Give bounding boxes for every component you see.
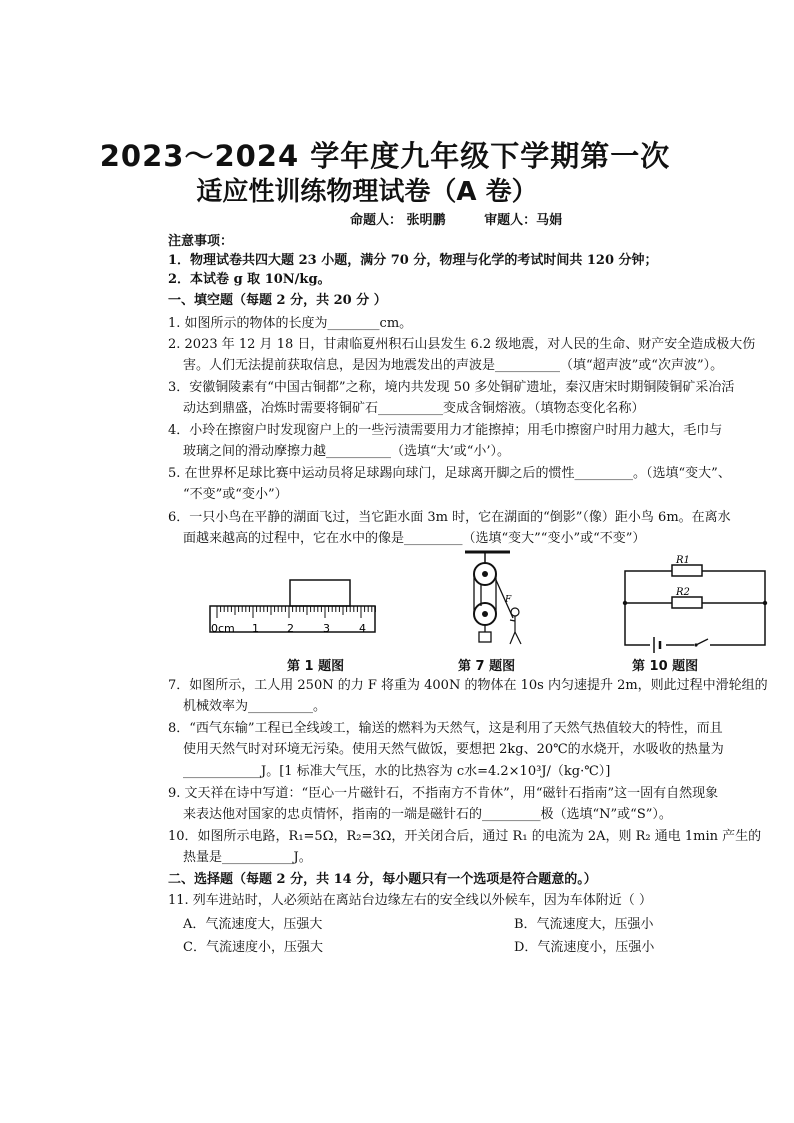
worker-head [511,608,519,616]
measured-block [290,580,350,606]
option-a: A．气流速度大，压强大 [183,917,323,932]
question-5-line1: 5. 在世界杯足球比赛中运动员将足球踢向球门，足球离开脚之后的惯性_________。（选填“变大”、 [168,466,731,481]
force-label: F [505,595,512,605]
ruler-label-2: 2 [287,622,294,635]
figure-10-caption: 第 10 题图 [632,659,699,674]
question-8-line2: 使用天然气时对环境无污染。使用天然气做饭，要想把 2kg、20℃的水烧开，水吸收的热量为 [183,742,724,757]
question-1: 1. 如图所示的物体的长度为________cm。 [168,316,413,331]
notice-heading: 注意事项： [168,234,234,249]
section2-heading: 二、选择题（每题 2 分，共 14 分，每小题只有一个选项是符合题意的。） [168,872,597,887]
section1-heading: 一、填空题（每题 2 分，共 20 分 ） [168,293,387,308]
figure-1-caption: 第 1 题图 [287,659,345,674]
question-4-line1: 4．小玲在擦窗户时发现窗户上的一些污渍需要用力才能擦掉；用毛巾擦窗户时用力越大，毛巾与 [168,423,723,438]
r1-label: R1 [676,555,690,566]
ruler-label-4: 4 [359,622,366,635]
question-10-line2: 热量是___________J。 [183,850,312,865]
exam-title-line2: 适应性训练物理试卷（A 卷） [196,177,538,207]
question-9-line2: 来表达他对国家的忠贞情怀，指南的一端是磁针石的_________极（选填“N”或“S”）。 [183,807,672,822]
figure-7-caption: 第 7 题图 [458,659,516,674]
question-5-line2: “不变”或“变小”） [183,487,288,502]
question-2-line1: 2. 2023 年 12 月 18 日，甘肃临夏州积石山县发生 6.2 级地震，对人民的生命、财产安全造成极大伤 [168,337,756,352]
ruler-label-0: 0cm [211,622,235,635]
question-setter: 命题人： 张明鹏 [350,213,446,228]
ruler-tick-marks [217,606,375,618]
question-2-line2: 害。人们无法提前获取信息，是因为地震发出的声波是__________（填“超声波”或“次声波”）。 [183,358,724,373]
authors-line [350,209,596,228]
question-6-line2: 面越来越高的过程中，它在水中的像是_________（选填“变大”“变小”或“不变”） [183,531,646,546]
circuit-figure [622,553,772,653]
resistor-r1 [672,565,702,576]
exam-title-line1: 2023～2024 学年度九年级下学期第一次 [99,139,671,173]
question-3-line1: 3．安徽铜陵素有“中国古铜都”之称，境内共发现 50 多处铜矿遗址，秦汉唐宋时期铜陵铜矿采冶活 [168,380,735,395]
option-b: B．气流速度大，压强小 [514,917,654,932]
r2-label: R2 [676,587,690,598]
question-8-line3: ____________J。[1 标准大气压，水的比热容为 c水=4.2×10³J/（kg·℃）] [183,764,611,779]
question-8-line1: 8．“西气东输”工程已全线竣工，输送的燃料为天然气，这是利用了天然气热值较大的特性，而且 [168,721,723,736]
resistor-r2 [672,597,702,608]
load-block [479,632,491,642]
ruler-figure [205,572,385,642]
notice-item-1: 1．物理试卷共四大题 23 小题，满分 70 分，物理与化学的考试时间共 120 分钟； [168,253,658,268]
question-6-line1: 6．一只小鸟在平静的湖面飞过，当它距水面 3m 时，它在湖面的“倒影”（像）距小鸟 6m。在离水 [168,510,731,525]
question-reviewer: 审题人：马娟 [484,213,563,228]
ruler-label-1: 1 [252,622,259,635]
question-3-line2: 动达到鼎盛，冶炼时需要将铜矿石__________变成含铜熔液。（填物态变化名称） [183,401,645,416]
question-10-line1: 10．如图所示电路，R₁=5Ω，R₂=3Ω，开关闭合后，通过 R₁ 的电流为 2A，则 R₂ 通电 1min 产生的 [168,829,762,844]
ruler-label-3: 3 [323,622,330,635]
question-4-line2: 玻璃之间的滑动摩擦力越__________（选填“大’或“小’）。 [183,444,511,459]
question-9-line1: 9. 文天祥在诗中写道：“臣心一片磁针石，不指南方不肯休”，用“磁针石指南”这一固有自然现象 [168,786,719,801]
pulley-figure [455,550,535,650]
option-c: C．气流速度小，压强大 [183,940,323,955]
question-7-line1: 7．如图所示，工人用 250N 的力 F 将重为 400N 的物体在 10s 内匀速提升 2m，则此过程中滑轮组的 [168,678,768,693]
question-11: 11. 列车进站时，人必须站在离站台边缘左右的安全线以外候车，因为车体附近（ ） [168,893,652,908]
question-7-line2: 机械效率为__________。 [183,699,327,714]
option-d: D．气流速度小，压强小 [514,940,655,955]
notice-item-2: 2．本试卷 g 取 10N/kg。 [168,272,331,287]
